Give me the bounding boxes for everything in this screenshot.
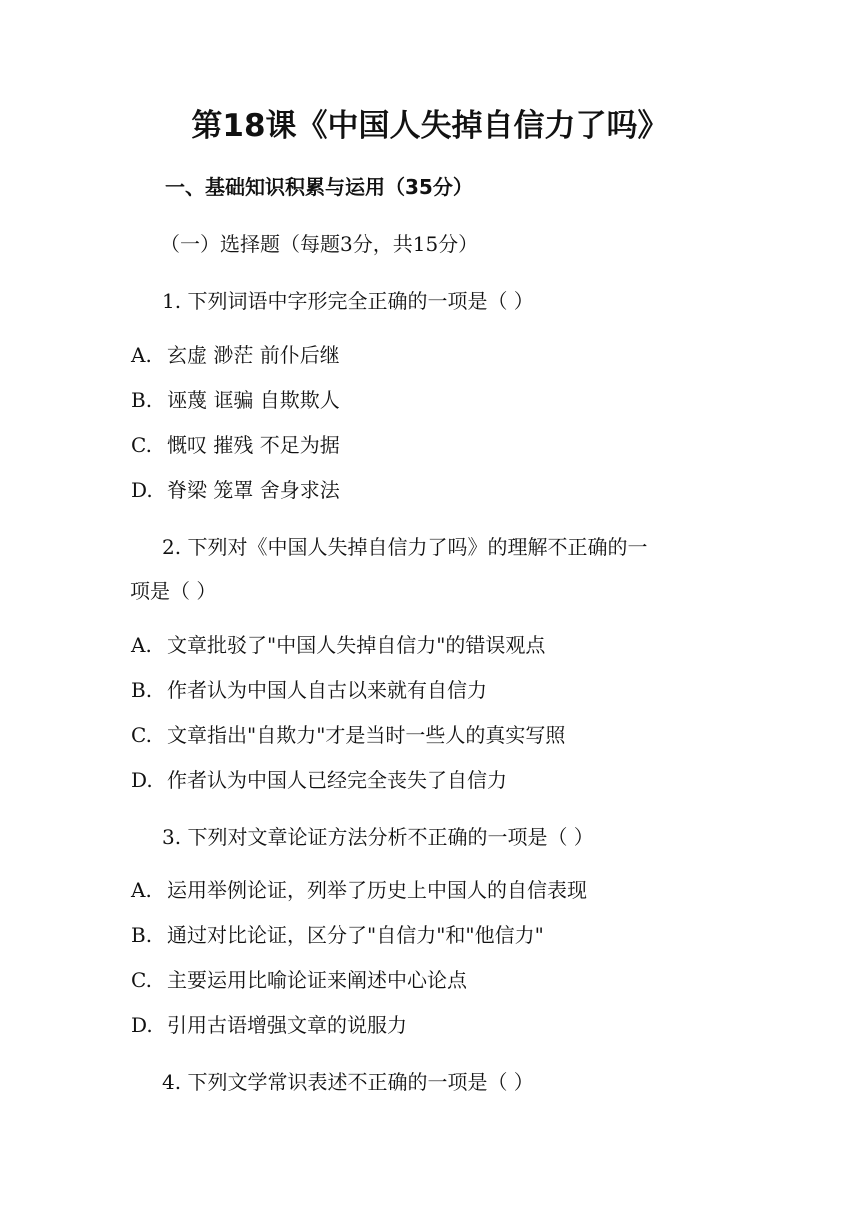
question-2-option-b (131, 673, 487, 707)
option-text: 文章指出"自欺力"才是当时一些人的真实写照 (167, 723, 566, 747)
section-heading: 一、基础知识积累与运用（35分） (165, 175, 473, 199)
question-2-stem-continued: 项是（ ） (130, 579, 217, 603)
question-1-option-a (131, 338, 340, 372)
option-text: 玄虚 渺茫 前仆后继 (167, 343, 340, 367)
question-1-option-c (131, 428, 340, 462)
option-letter: D. (131, 768, 153, 792)
option-letter: A. (131, 878, 152, 902)
option-letter: D. (131, 1013, 153, 1037)
question-1-option-d (131, 473, 340, 507)
question-3-option-c (131, 963, 467, 997)
question-2-stem: 2. 下列对《中国人失掉自信力了吗》的理解不正确的一 (162, 535, 648, 559)
option-text: 作者认为中国人自古以来就有自信力 (167, 678, 487, 702)
option-text: 诬蔑 诓骗 自欺欺人 (167, 388, 340, 412)
option-letter: A. (131, 633, 152, 657)
option-letter: D. (131, 478, 153, 502)
option-text: 引用古语增强文章的说服力 (167, 1013, 407, 1037)
option-text: 作者认为中国人已经完全丧失了自信力 (167, 768, 507, 792)
option-letter: B. (131, 678, 153, 702)
question-2-option-d (131, 763, 507, 797)
option-letter: A. (131, 343, 152, 367)
option-text: 主要运用比喻论证来阐述中心论点 (167, 968, 467, 992)
question-3-option-b (131, 918, 544, 952)
subsection-heading: （一）选择题（每题3分，共15分） (160, 232, 479, 256)
option-letter: C. (131, 433, 152, 457)
document-title: 第18课《中国人失掉自信力了吗》 (191, 108, 669, 144)
option-text: 文章批驳了"中国人失掉自信力"的错误观点 (167, 633, 546, 657)
question-3-option-a (131, 873, 587, 907)
question-1-option-b (131, 383, 340, 417)
option-letter: C. (131, 723, 152, 747)
question-1-stem: 1. 下列词语中字形完全正确的一项是（ ） (162, 289, 534, 313)
question-2-option-a (131, 628, 545, 662)
option-text: 脊梁 笼罩 舍身求法 (167, 478, 340, 502)
question-3-stem: 3. 下列对文章论证方法分析不正确的一项是（ ） (162, 825, 594, 849)
option-text: 运用举例论证，列举了历史上中国人的自信表现 (167, 878, 587, 902)
option-letter: C. (131, 968, 152, 992)
question-3-option-d (131, 1008, 407, 1042)
option-letter: B. (131, 923, 153, 947)
option-text: 通过对比论证，区分了"自信力"和"他信力" (167, 923, 544, 947)
option-text: 慨叹 摧残 不足为据 (167, 433, 340, 457)
question-4-stem: 4. 下列文学常识表述不正确的一项是（ ） (162, 1070, 534, 1094)
question-2-option-c (131, 718, 565, 752)
option-letter: B. (131, 388, 153, 412)
